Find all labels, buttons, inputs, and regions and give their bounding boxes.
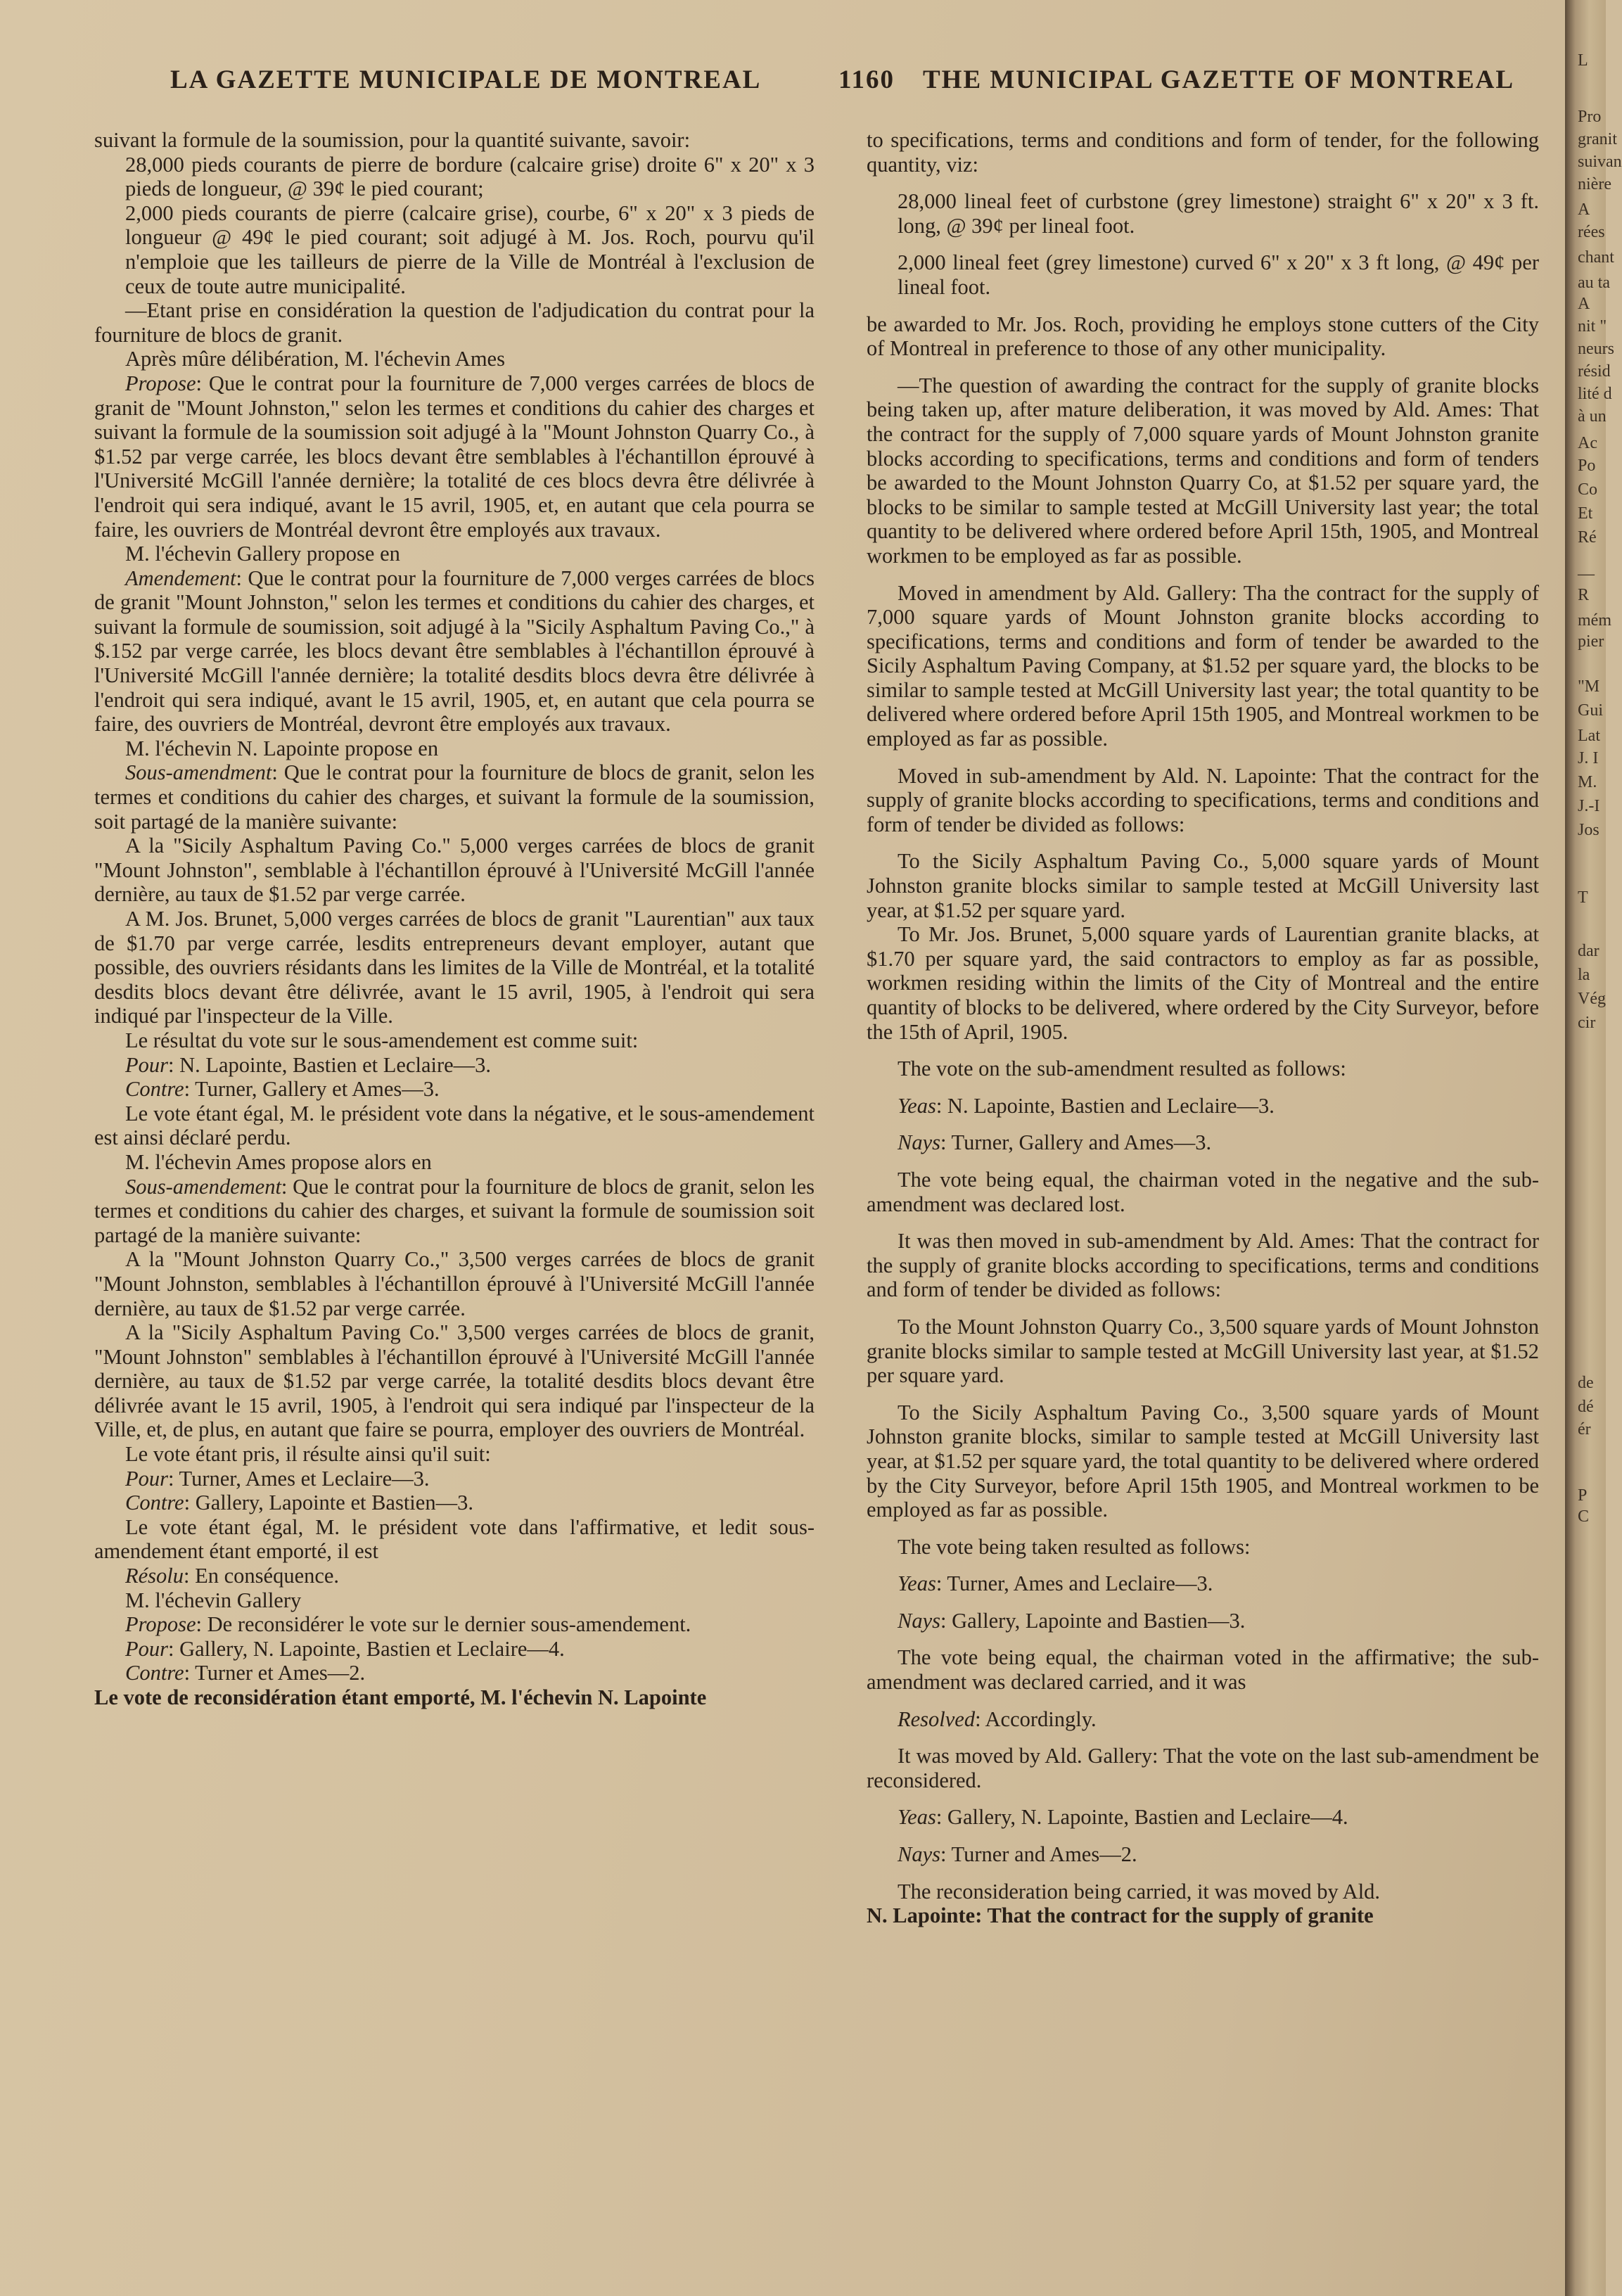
paragraph [94, 760, 815, 834]
paragraph-text: Le résultat du vote sur le sous-amendement est comme suit: [125, 1028, 639, 1052]
paragraph-text: It was then moved in sub-amendment by Ald. Ames: That the contract for the supply of granite blocks according to specifications, terms and conditions and form of tender be divided as follows: [867, 1229, 1539, 1302]
paragraph [94, 1564, 815, 1588]
paragraph [94, 1491, 815, 1515]
english-column [867, 128, 1539, 1928]
paragraph-text: A la "Mount Johnston Quarry Co.," 3,500 verges carrées de blocs de granit "Mount Johnston, semblables à l'échantillon éprouvé à l'Université McGill l'année dernière, au taux de $1.52 par verge carrée. [94, 1247, 815, 1320]
paragraph [867, 1842, 1539, 1867]
paragraph-text: : En conséquence. [184, 1564, 340, 1588]
paragraph-text: : Turner et Ames—2. [184, 1661, 366, 1685]
paragraph-text: : Gallery, Lapointe and Bastien—3. [940, 1608, 1246, 1633]
paragraph-text: : Que le contrat pour la fourniture de 7,000 verges carrées de blocs de granit "Mount Johnston," selon les termes et conditions du cahier des charges, et suivant la formule de soumission, soit adjugé à la "Sicily Asphaltum Paving Co.," à $.152 par verge carrée, les blocs devant être semblables à l'échantillon éprouvé à l'Université McGill l'année dernière; la totalité desdits blocs devra être délivrée à l'endroit qui sera indiqué, avant le 15 avril, 1905, et, en autant que cela pourra se faire, des ouvriers de Montréal, devront être employés aux travaux. [94, 566, 815, 736]
paragraph [94, 1028, 815, 1053]
adjacent-page-fragment: P [1578, 1486, 1588, 1505]
adjacent-page-fragment: chant [1578, 248, 1614, 267]
adjacent-page-fragment: Ac [1578, 434, 1597, 452]
paragraph [94, 1637, 815, 1662]
adjacent-page-fragment: L [1578, 51, 1588, 70]
paragraph [867, 189, 1539, 238]
motion-label: Nays [898, 1130, 940, 1155]
paragraph-text: The vote being equal, the chairman voted in the negative and the sub-amendment was declared lost. [867, 1167, 1539, 1216]
paragraph-text: M. l'échevin Gallery [125, 1588, 302, 1612]
paragraph [867, 1744, 1539, 1792]
paragraph-text: To the Sicily Asphaltum Paving Co., 5,000 square yards of Mount Johnston granite blocks similar to sample tested at McGill University last year, at $1.52 per square yard. [867, 849, 1539, 922]
adjacent-page-fragment: Po [1578, 457, 1596, 475]
adjacent-page-fragment: Lat [1578, 727, 1600, 745]
adjacent-page-fragment: Ré [1578, 528, 1597, 547]
paragraph-text: N. Lapointe: That the contract for the supply of granite [867, 1903, 1374, 1928]
paragraph-text: M. l'échevin Gallery propose en [125, 542, 400, 566]
paragraph-text: : Turner, Ames et Leclaire—3. [168, 1466, 430, 1491]
paragraph [94, 1588, 815, 1613]
adjacent-page-fragment: Co [1578, 480, 1598, 499]
motion-label: Pour [125, 1466, 168, 1491]
motion-label: Pour [125, 1636, 168, 1661]
motion-label: Sous-amendement [125, 1174, 281, 1199]
paragraph [94, 201, 815, 298]
paragraph-text: To the Sicily Asphaltum Paving Co., 3,500 square yards of Mount Johnston granite blocks, similar to sample tested at McGill University last year, at $1.52 per square yard, the total quantity to be delivered where ordered by the City Surveyor, before April 15th 1905, and Montreal workmen to be employed as far as possible. [867, 1400, 1539, 1522]
adjacent-page-fragment: au ta [1578, 274, 1610, 292]
paragraph-text: : Que le contrat pour la fourniture de blocs de granit, selon les termes et conditions du cahier des charges, et suivant la formule de soumission soit partagé de la manière suivante: [94, 1174, 815, 1247]
paragraph [94, 1612, 815, 1637]
adjacent-page-edge [1565, 0, 1622, 2296]
adjacent-page-fragment: Pro [1578, 108, 1602, 126]
paragraph [867, 1130, 1539, 1155]
page-number: 1160 [838, 65, 895, 94]
paragraph-text: : De reconsidérer le vote sur le dernier sous-amendement. [196, 1612, 691, 1637]
paragraph [867, 250, 1539, 299]
paragraph [94, 1515, 815, 1564]
paragraph [867, 1609, 1539, 1633]
paragraph [94, 1150, 815, 1175]
paragraph-text: To Mr. Jos. Brunet, 5,000 square yards of Laurentian granite blacks, at $1.70 per square yard, the said contractors to employ as far as possible, workmen residing within the limits of the City of Montreal and the entire quantity of blocks to be delivered, where ordered by the City Surveyor, before the 15th of April, 1905. [867, 922, 1539, 1044]
motion-label: Propose [125, 371, 196, 395]
adjacent-page-fragment: J.-I [1578, 797, 1600, 815]
adjacent-page-fragment: Jos [1578, 821, 1599, 839]
paragraph [94, 1467, 815, 1491]
adjacent-page-fragment: M. [1578, 773, 1597, 791]
french-column [94, 128, 815, 1710]
paragraph [94, 1320, 815, 1442]
paragraph-text: A la "Sicily Asphaltum Paving Co." 5,000 verges carrées de blocs de granit "Mount Johnston", semblable à l'échantillon éprouvé à l'Université McGill l'année dernière, au taux de $1.52 par verge carrée. [94, 834, 815, 907]
paragraph [94, 1102, 815, 1150]
paragraph [867, 1094, 1539, 1118]
paragraph-text: : N. Lapointe, Bastien et Leclaire—3. [168, 1052, 492, 1077]
adjacent-page-fragment: pier [1578, 632, 1604, 651]
paragraph [867, 1903, 1539, 1928]
adjacent-page-fragment: J. I [1578, 749, 1599, 767]
adjacent-page-fragment: lité d [1578, 385, 1612, 403]
adjacent-page-fragment: A [1578, 295, 1590, 313]
adjacent-page-fragment: rées [1578, 223, 1605, 241]
adjacent-page-fragment: résid [1578, 362, 1611, 381]
paragraph [867, 1315, 1539, 1388]
paragraph [94, 1175, 815, 1248]
motion-label: Contre [125, 1077, 184, 1102]
paragraph-text: Moved in sub-amendment by Ald. N. Lapointe: That the contract for the supply of granite blocks according to specifications, terms and conditions and form of tender be divided as follows: [867, 763, 1539, 836]
paragraph [94, 153, 815, 201]
paragraph-text: M. l'échevin N. Lapointe propose en [125, 736, 439, 760]
motion-label: Yeas [898, 1805, 936, 1830]
adjacent-page-fragment: A [1578, 200, 1590, 219]
paragraph [94, 1442, 815, 1467]
adjacent-page-fragment: granit [1578, 130, 1617, 148]
paragraph-text: : Turner, Ames and Leclaire—3. [935, 1571, 1213, 1596]
adjacent-page-fragment: ér [1578, 1420, 1591, 1439]
paragraph [867, 1880, 1539, 1904]
paragraph [867, 128, 1539, 177]
motion-label: Yeas [898, 1093, 936, 1118]
paragraph [94, 542, 815, 566]
paragraph [867, 1707, 1539, 1732]
paragraph-text: The vote on the sub-amendment resulted as follows: [898, 1057, 1346, 1081]
paragraph-text: : Turner, Gallery et Ames—3. [184, 1077, 440, 1102]
adjacent-page-fragment: Vég [1578, 990, 1606, 1008]
paragraph-text: The vote being equal, the chairman voted in the affirmative; the sub-amendment was declared carried, and it was [867, 1645, 1539, 1695]
header-french-title: LA GAZETTE MUNICIPALE DE MONTREAL [170, 65, 762, 94]
paragraph-text: 28,000 lineal feet of curbstone (grey limestone) straight 6" x 20" x 3 ft. long, @ 39¢ per lineal foot. [898, 189, 1539, 238]
paragraph-text: Après mûre délibération, M. l'échevin Ames [125, 347, 505, 371]
paragraph-text: : Turner and Ames—2. [940, 1842, 1137, 1867]
paragraph [94, 907, 815, 1028]
paragraph [94, 1685, 815, 1710]
paragraph-text: : Gallery, Lapointe et Bastien—3. [184, 1491, 473, 1515]
paragraph [94, 1661, 815, 1685]
paragraph [867, 1535, 1539, 1560]
header-english-title: THE MUNICIPAL GAZETTE OF MONTREAL [923, 65, 1515, 94]
paragraph [867, 1401, 1539, 1522]
paragraph [867, 1168, 1539, 1216]
paragraph [867, 922, 1539, 1044]
motion-label: Yeas [898, 1571, 936, 1596]
paragraph-text: M. l'échevin Ames propose alors en [125, 1149, 432, 1174]
adjacent-page-fragment: à un [1578, 407, 1607, 426]
adjacent-page-fragment: dé [1578, 1398, 1594, 1416]
paragraph-text: The vote being taken resulted as follows: [898, 1534, 1251, 1559]
paragraph [94, 1077, 815, 1102]
paragraph-text: : Accordingly. [975, 1707, 1097, 1731]
paragraph [94, 347, 815, 371]
paragraph [867, 1571, 1539, 1596]
paragraph-text: Le vote étant égal, M. le président vote dans la négative, et le sous-amendement est ainsi déclaré perdu. [94, 1101, 815, 1150]
adjacent-page-fragment: dar [1578, 942, 1599, 960]
paragraph-text: be awarded to Mr. Jos. Roch, providing he employs stone cutters of the City of Montreal in preference to those of any other municipality. [867, 312, 1539, 361]
adjacent-page-fragment: la [1578, 966, 1590, 984]
paragraph [867, 1805, 1539, 1830]
paragraph-text: to specifications, terms and conditions and form of tender, for the following quantity, viz: [867, 128, 1539, 177]
adjacent-page-fragment: R [1578, 586, 1590, 604]
paragraph [867, 764, 1539, 837]
paragraph-text: To the Mount Johnston Quarry Co., 3,500 square yards of Mount Johnston granite blocks similar to sample tested at McGill University last year, at $1.52 per square yard. [867, 1314, 1539, 1388]
paragraph-text: : Gallery, N. Lapointe, Bastien and Leclaire—4. [935, 1805, 1348, 1830]
paragraph-text: : Que le contrat pour la fourniture de blocs de granit, selon les termes et conditions du cahier des charges, et suivant la formule de la soumission, soit partagé de la manière suivante: [94, 760, 815, 834]
adjacent-page-fragment: Et [1578, 504, 1593, 523]
adjacent-page-fragment: nit " [1578, 317, 1607, 336]
motion-label: Propose [125, 1612, 196, 1637]
paragraph [94, 566, 815, 736]
adjacent-page-fragment: T [1578, 888, 1588, 907]
paragraph-text: Le vote étant pris, il résulte ainsi qu'il suit: [125, 1442, 491, 1467]
paragraph-text: suivant la formule de la soumission, pour la quantité suivante, savoir: [94, 128, 691, 152]
paragraph [867, 1229, 1539, 1302]
paragraph [867, 312, 1539, 361]
adjacent-page-fragment: neurs [1578, 340, 1614, 358]
paragraph-text: : Que le contrat pour la fourniture de 7,000 verges carrées de blocs de granit de "Mount Johnston," selon les termes et conditions du cahier des charges et suivant la formule de la soumission soit adjugé à la "Mount Johnston Quarry Co., à $1.52 par verge carrée, les blocs devant être semblables à l'échantillon éprouvé à l'Université McGill l'année dernière; la totalité de ces blocs devra être délivrée à l'endroit qui sera indiqué, avant le 15 avril, 1905, et, en autant que cela pourra se faire, les ouvriers de Montréal devront être employés aux travaux. [94, 371, 815, 542]
paragraph [867, 374, 1539, 568]
paragraph-text: : Gallery, N. Lapointe, Bastien et Leclaire—4. [168, 1636, 565, 1661]
paragraph-text: Moved in amendment by Ald. Gallery: Tha the contract for the supply of 7,000 square yards of Mount Johnston granite blocks according to specifications, terms and conditions and form of tender be awarded to the Sicily Asphaltum Paving Company, at $1.52 per square yard, the blocks to be similar to sample tested at McGill University last year; the total quantity to be delivered where ordered before April 15th 1905, and Montreal workmen to be employed as far as possible. [867, 580, 1539, 751]
paragraph [94, 371, 815, 542]
motion-label: Amendement [125, 566, 236, 590]
adjacent-page-fragment: de [1578, 1374, 1594, 1392]
paragraph-text: : N. Lapointe, Bastien and Leclaire—3. [935, 1093, 1275, 1118]
paragraph-text: 2,000 pieds courants de pierre (calcaire grise), courbe, 6" x 20" x 3 pieds de longueur @ 49¢ le pied courant; soit adjugé à M. Jos. Roch, pourvu qu'il n'emploie que les tailleurs de pierre de la Ville de Montréal à l'exclusion de ceux de toute autre municipalité. [125, 200, 815, 298]
paragraph [94, 128, 815, 153]
motion-label: Nays [898, 1842, 940, 1867]
paragraph [867, 1645, 1539, 1694]
adjacent-page-fragment: "M [1578, 677, 1600, 696]
adjacent-page-fragment: — [1578, 565, 1595, 583]
paragraph-text: Le vote de reconsidération étant emporté, M. l'échevin N. Lapointe [94, 1685, 707, 1709]
motion-label: Sous-amendment [125, 760, 272, 785]
motion-label: Contre [125, 1661, 184, 1685]
paragraph-text: Le vote étant égal, M. le président vote dans l'affirmative, et ledit sous-amendement étant emporté, il est [94, 1514, 815, 1564]
paragraph [867, 849, 1539, 922]
paragraph [867, 581, 1539, 751]
paragraph [867, 1057, 1539, 1081]
motion-label: Resolved [898, 1707, 976, 1731]
paragraph-text: It was moved by Ald. Gallery: That the vote on the last sub-amendment be reconsidered. [867, 1744, 1539, 1792]
motion-label: Contre [125, 1491, 184, 1515]
paragraph [94, 1053, 815, 1078]
adjacent-page-fragment: C [1578, 1507, 1590, 1526]
paragraph-text: 28,000 pieds courants de pierre de bordure (calcaire grise) droite 6" x 20" x 3 pieds de longueur, @ 39¢ le pied courant; [125, 152, 815, 201]
paragraph [94, 1247, 815, 1320]
paragraph-text: A M. Jos. Brunet, 5,000 verges carrées de blocs de granit "Laurentian" aux taux de $1.70 par verge carrée, lesdits entrepreneurs devant employer, autant que possible, des ouvriers résidants dans les limites de la Ville de Montréal, et la totalité desdits blocs devant être délivrée, avant le 15 avril, 1905, à l'endroit qui sera indiqué par l'inspecteur de la Ville. [94, 907, 815, 1028]
adjacent-page-fragment: mém [1578, 611, 1611, 630]
paragraph-text: The reconsideration being carried, it was moved by Ald. [898, 1879, 1381, 1903]
motion-label: Nays [898, 1608, 940, 1633]
paragraph-text: —The question of awarding the contract for the supply of granite blocks being taken up, after mature deliberation, it was moved by Ald. Ames: That the contract for the supply of 7,000 square yards of Mount Johnston granite blocks according to specifications, terms and conditions and form of tenders be awarded to the Mount Johnston Quarry Co, at $1.52 per square yard, the blocks to be similar to sample tested at McGill University last year; the total quantity to be delivered where ordered before April 15th, 1905, and Montreal workmen to be employed as far as possible. [867, 373, 1539, 568]
paragraph [94, 834, 815, 907]
paragraph-text: : Turner, Gallery and Ames—3. [940, 1130, 1212, 1155]
paragraph-text: —Etant prise en considération la question de l'adjudication du contrat pour la fourniture de blocs de granit. [94, 298, 815, 347]
paragraph [94, 298, 815, 347]
paragraph-text: A la "Sicily Asphaltum Paving Co." 3,500 verges carrées de blocs de granit, "Mount Johnston" semblables à l'échantillon éprouvé à l'Université McGill l'année dernière, au taux de $1.52 par verge carrée, la totalité desdits blocs devant être délivrée avant le 15 avril, 1905, à l'endroit qui sera indiqué par l'inspecteur de la Ville, et, de plus, en autant que faire se pourra, employer des ouvriers de Montréal. [94, 1320, 815, 1442]
adjacent-page-fragment: Gui [1578, 701, 1603, 720]
adjacent-page-fragment: nière [1578, 175, 1611, 193]
adjacent-page-fragment: cir [1578, 1014, 1596, 1032]
paragraph [94, 736, 815, 761]
motion-label: Pour [125, 1052, 168, 1077]
motion-label: Résolu [125, 1564, 184, 1588]
paragraph-text: 2,000 lineal feet (grey limestone) curved 6" x 20" x 3 ft long, @ 49¢ per lineal foot. [898, 250, 1539, 299]
adjacent-page-fragment: suivan [1578, 153, 1622, 171]
